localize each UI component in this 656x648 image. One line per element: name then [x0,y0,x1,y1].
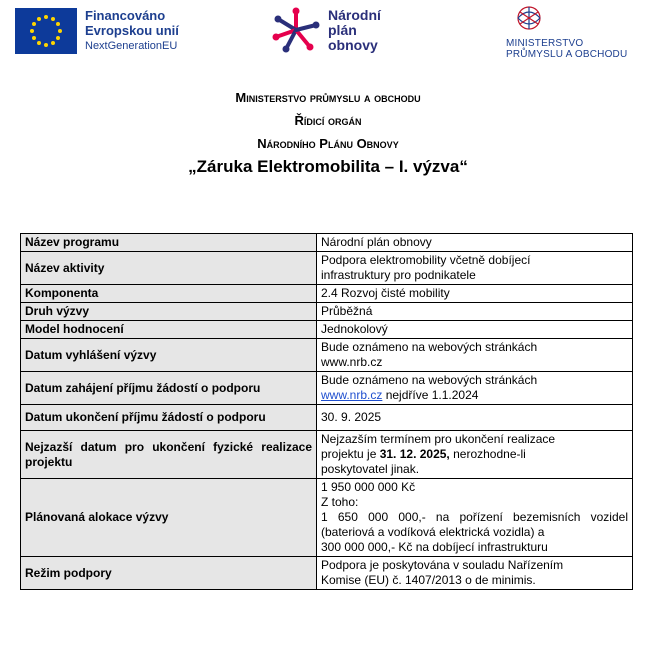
table-row [21,252,633,285]
row-label: Režim podpory [21,557,317,590]
mpo-text-line1: MINISTERSTVO [506,38,584,49]
eu-text-line1: Financováno [85,8,166,23]
authority-heading: Řídicí orgán [294,113,362,128]
row-label: Datum ukončení příjmu žádostí o podporu [21,405,317,431]
npo-text-line1: Národní [328,6,381,23]
row-label: Název aktivity [21,252,317,285]
npo-text-line3: obnovy [328,36,378,53]
row-label: Datum vyhlášení výzvy [21,339,317,372]
npo-mark-icon [266,3,326,57]
logo-bar [0,0,656,70]
row-value: Nejzazším termínem pro ukončení realizace projektu je 31. 12. 2025, nerozhodne-li poskytovatel jinak. [317,431,633,479]
plan-heading: Národního Plánu Obnovy [257,136,399,151]
eu-flag-icon [15,8,77,54]
row-value: 2.4 Rozvoj čisté mobility [317,285,633,303]
npo-text-line2: plán [328,21,357,38]
mpo-emblem-icon [506,2,552,32]
mpo-logo [506,2,636,60]
table-row [21,479,633,557]
npo-logo [266,3,381,57]
row-label: Plánovaná alokace výzvy [21,479,317,557]
mpo-text-line2: PRŮMYSLU A OBCHODU [506,49,628,60]
table-row [21,234,633,252]
table-row [21,339,633,372]
row-label: Název programu [21,234,317,252]
table-row [21,405,633,431]
row-value: Jednokolový [317,321,633,339]
row-label: Komponenta [21,285,317,303]
eu-logo [15,8,179,54]
call-title: „Záruka Elektromobilita – I. výzva“ [188,157,468,176]
row-label: Model hodnocení [21,321,317,339]
table-row [21,431,633,479]
table-row [21,303,633,321]
row-value: Průběžná [317,303,633,321]
ministry-heading: Ministerstvo průmyslu a obchodu [235,90,421,105]
row-label: Nejzazší datum pro ukončení fyzické realizace projektu [21,431,317,479]
row-value: Podpora je poskytována v souladu Nařízením Komise (EU) č. 1407/2013 o de minimis. [317,557,633,590]
row-label: Druh výzvy [21,303,317,321]
nrb-link[interactable]: www.nrb.cz [321,388,383,402]
table-row [21,372,633,405]
row-value: Bude oznámeno na webových stránkách www.nrb.cz nejdříve 1.1.2024 [317,372,633,405]
table-row [21,321,633,339]
table-row [21,557,633,590]
row-value: 1 950 000 000 Kč Z toho: 1 650 000 000,- na pořízení bezemisních vozidel (bateriová a vodíková elektrická vozidla) a 300 000 000,- Kč na dobíjecí infrastrukturu [317,479,633,557]
row-value: Podpora elektromobility včetně dobíjecí infrastruktury pro podnikatele [317,252,633,285]
table-row [21,285,633,303]
row-value: Bude oznámeno na webových stránkách www.nrb.cz [317,339,633,372]
row-value: Národní plán obnovy [317,234,633,252]
row-value: 30. 9. 2025 [317,405,633,431]
call-info-table [20,233,633,590]
eu-text-line2: Evropskou unií [85,23,179,38]
eu-text-line3: NextGenerationEU [85,40,178,52]
document-header [0,86,656,177]
row-label: Datum zahájení příjmu žádostí o podporu [21,372,317,405]
